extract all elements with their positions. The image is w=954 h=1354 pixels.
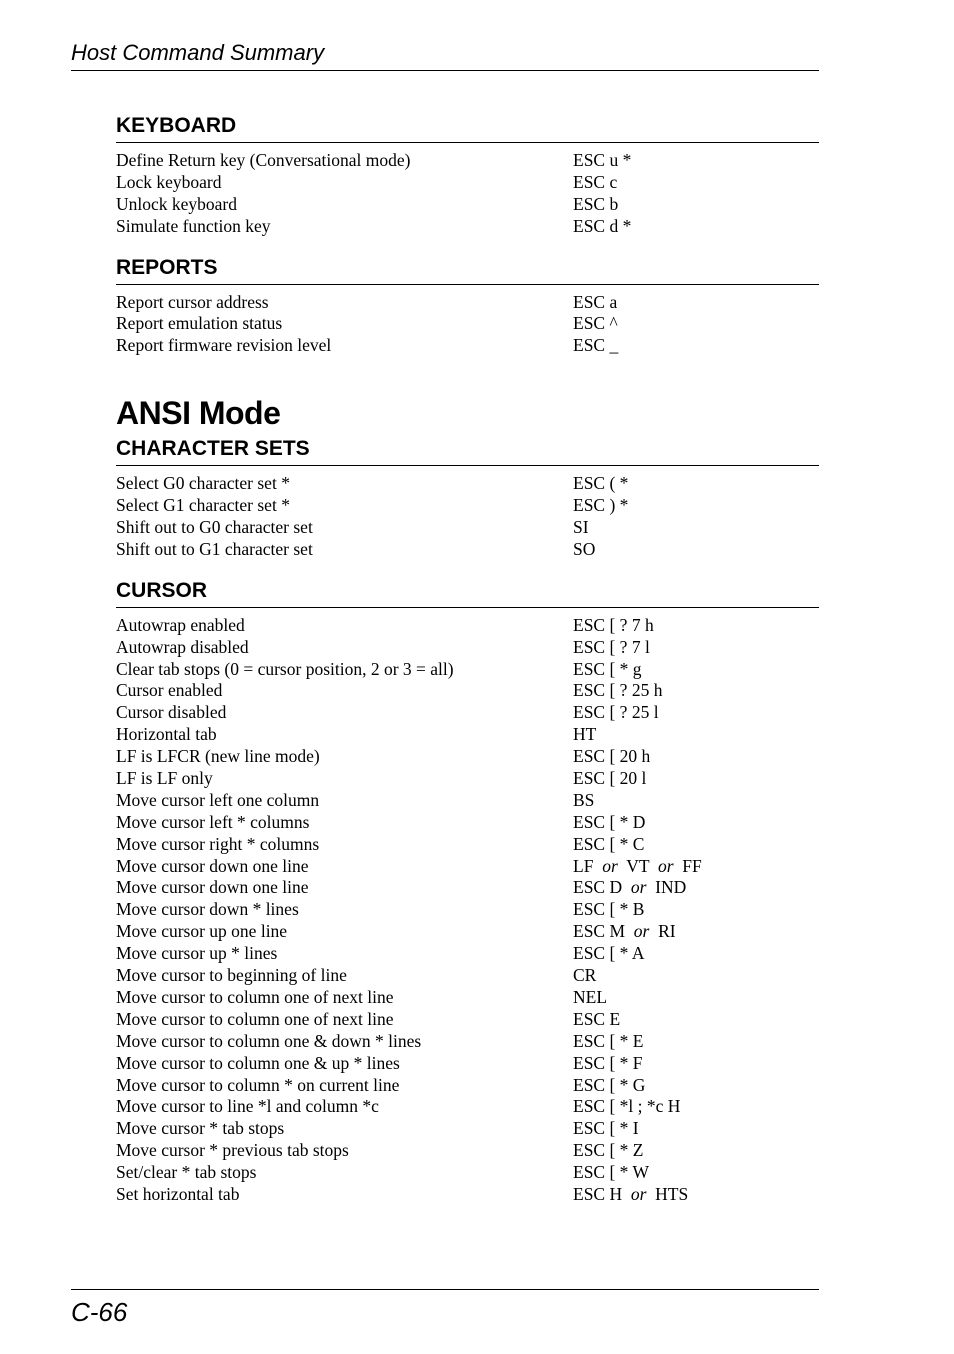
section-title: REPORTS [116, 250, 819, 285]
command-description: Move cursor left one column [116, 789, 320, 810]
command-row [116, 812, 819, 834]
command-code: IND [655, 877, 687, 898]
command-code: NEL [573, 986, 608, 1007]
command-code: ESC E [573, 1008, 621, 1029]
section-reports [116, 250, 819, 370]
command-row [116, 987, 819, 1009]
command-code: ESC u * [573, 150, 632, 170]
command-description: Horizontal tab [116, 724, 217, 745]
command-code: ESC H [573, 1183, 623, 1204]
command-code: ESC [ ? 25 h [573, 680, 663, 701]
command-code: ESC d * [573, 215, 632, 236]
command-row [116, 965, 819, 987]
command-code: BS [573, 789, 595, 810]
command-row [116, 943, 819, 965]
command-sequence [573, 292, 617, 314]
command-code: LF [573, 855, 594, 876]
command-row [116, 495, 819, 517]
command-sequence [573, 680, 662, 702]
running-head: Host Command Summary [71, 40, 325, 65]
command-sequence [573, 473, 628, 495]
command-code: ESC [ * G [573, 1074, 646, 1095]
command-code: ESC [ * B [573, 899, 645, 920]
command-description: Move cursor down one line [116, 877, 309, 898]
command-row [116, 615, 819, 637]
command-description: Move cursor to column one of next line [116, 986, 394, 1007]
command-sequence [573, 1096, 680, 1118]
command-description: LF is LF only [116, 768, 213, 789]
command-sequence [573, 943, 644, 965]
command-code: ESC _ [573, 335, 619, 356]
command-row [116, 216, 819, 238]
command-row [116, 921, 819, 943]
command-code: SO [573, 538, 596, 559]
command-row [116, 1031, 819, 1053]
command-row [116, 768, 819, 790]
command-description: Report firmware revision level [116, 335, 332, 356]
command-row [116, 1009, 819, 1031]
command-description: Report emulation status [116, 313, 283, 334]
command-description: Define Return key (Conversational mode) [116, 150, 411, 170]
command-row [116, 172, 819, 194]
command-sequence [573, 746, 650, 768]
mode-heading: ANSI Mode [116, 395, 281, 432]
command-description: Move cursor right * columns [116, 833, 320, 854]
command-sequence [573, 194, 618, 216]
command-sequence [573, 1162, 649, 1184]
command-code: ESC [ * I [573, 1118, 639, 1139]
command-code: HTS [655, 1183, 689, 1204]
section-keyboard [116, 108, 819, 250]
command-code: ESC [ * E [573, 1030, 644, 1051]
command-row [116, 680, 819, 702]
command-description: Shift out to G0 character set [116, 517, 313, 538]
or-separator: or [602, 855, 618, 876]
command-sequence [573, 965, 596, 987]
command-row [116, 1075, 819, 1097]
header-rule [71, 70, 819, 71]
command-description: Move cursor to column one & up * lines [116, 1052, 400, 1073]
command-description: Select G1 character set * [116, 495, 290, 516]
command-row [116, 194, 819, 216]
command-code: ESC ) * [573, 495, 629, 516]
command-row [116, 1118, 819, 1140]
command-code: ESC M [573, 921, 626, 942]
command-list [116, 143, 819, 250]
command-row [116, 1184, 819, 1206]
command-code: HT [573, 724, 597, 745]
command-code: ESC [ * F [573, 1052, 643, 1073]
command-description: Simulate function key [116, 215, 271, 236]
command-row [116, 1053, 819, 1075]
command-row [116, 1096, 819, 1118]
command-sequence [573, 899, 644, 921]
command-description: Move cursor to line *l and column *c [116, 1096, 379, 1117]
command-description: Autowrap enabled [116, 614, 245, 635]
command-list [116, 608, 819, 1218]
command-code: ESC [ * g [573, 658, 642, 679]
command-row [116, 746, 819, 768]
command-sequence [573, 1140, 644, 1162]
command-description: Move cursor left * columns [116, 811, 310, 832]
command-code: ESC c [573, 171, 618, 192]
command-sequence [573, 150, 631, 172]
command-list [116, 466, 819, 573]
command-row [116, 724, 819, 746]
command-code: ESC a [573, 291, 618, 312]
command-code: CR [573, 965, 597, 986]
command-sequence [573, 812, 645, 834]
command-sequence [573, 615, 654, 637]
command-sequence [573, 517, 589, 539]
or-separator: or [630, 877, 647, 898]
command-sequence [573, 659, 642, 681]
command-sequence [573, 790, 594, 812]
command-code: SI [573, 517, 589, 538]
footer-rule [71, 1289, 819, 1290]
section-title: KEYBOARD [116, 108, 819, 143]
command-description: Move cursor down one line [116, 855, 309, 876]
command-sequence [573, 987, 607, 1009]
command-row [116, 539, 819, 561]
command-sequence [573, 1031, 644, 1053]
command-row [116, 517, 819, 539]
host-command-sections [116, 108, 819, 369]
command-description: Autowrap disabled [116, 636, 249, 657]
command-description: Select G0 character set * [116, 473, 290, 494]
command-row [116, 150, 819, 172]
command-description: Move cursor to beginning of line [116, 965, 347, 986]
command-sequence [573, 877, 686, 899]
command-sequence [573, 768, 646, 790]
command-row [116, 834, 819, 856]
command-row [116, 856, 819, 878]
section-character-sets [116, 431, 819, 573]
section-cursor [116, 573, 819, 1218]
command-code: ESC [ 20 h [573, 746, 651, 767]
or-separator: or [630, 1183, 647, 1204]
command-row [116, 313, 819, 335]
command-description: Move cursor up * lines [116, 943, 278, 964]
command-code: VT [626, 855, 650, 876]
page-content [116, 108, 819, 1218]
command-sequence [573, 313, 618, 335]
command-code: ESC ( * [573, 473, 629, 494]
command-description: Cursor disabled [116, 702, 227, 723]
command-code: ESC [ * A [573, 943, 645, 964]
command-description: Move cursor * previous tab stops [116, 1140, 349, 1161]
command-description: Move cursor to column * on current line [116, 1074, 400, 1095]
command-description: Clear tab stops (0 = cursor position, 2 or 3 = all) [116, 658, 454, 679]
command-description: LF is LFCR (new line mode) [116, 746, 320, 767]
command-description: Move cursor down * lines [116, 899, 299, 920]
command-sequence [573, 921, 676, 943]
command-sequence [573, 495, 628, 517]
or-separator: or [657, 855, 674, 876]
command-description: Unlock keyboard [116, 193, 238, 214]
command-sequence [573, 637, 650, 659]
command-code: ESC [ ? 7 h [573, 614, 654, 635]
command-row [116, 1162, 819, 1184]
command-code: ESC [ ? 25 l [573, 702, 659, 723]
command-code: FF [682, 855, 702, 876]
command-row [116, 877, 819, 899]
command-row [116, 899, 819, 921]
command-sequence [573, 834, 644, 856]
command-code: RI [658, 921, 676, 942]
command-row [116, 702, 819, 724]
command-sequence [573, 1009, 620, 1031]
command-code: ESC [ * Z [573, 1140, 644, 1161]
command-description: Report cursor address [116, 291, 269, 312]
command-sequence [573, 1053, 643, 1075]
command-code: ESC [ * D [573, 811, 646, 832]
command-code: ESC [ * W [573, 1162, 649, 1183]
command-row [116, 335, 819, 357]
or-separator: or [633, 921, 650, 942]
command-sequence [573, 172, 617, 194]
command-code: ESC ^ [573, 313, 618, 334]
command-code: ESC [ * C [573, 833, 645, 854]
command-description: Move cursor up one line [116, 921, 288, 942]
command-sequence [573, 216, 631, 238]
command-row [116, 473, 819, 495]
command-sequence [573, 539, 595, 561]
command-description: Lock keyboard [116, 171, 222, 192]
command-sequence [573, 1184, 688, 1206]
command-description: Set horizontal tab [116, 1183, 240, 1204]
command-sequence [573, 1118, 639, 1140]
command-row [116, 790, 819, 812]
page-number: C-66 [71, 1297, 128, 1327]
command-code: ESC [ 20 l [573, 768, 647, 789]
command-description: Move cursor * tab stops [116, 1118, 285, 1139]
command-row [116, 659, 819, 681]
ansi-command-sections [116, 431, 819, 1218]
command-row [116, 292, 819, 314]
section-title: CHARACTER SETS [116, 431, 819, 466]
section-title: CURSOR [116, 573, 819, 608]
command-sequence [573, 856, 702, 878]
command-code: ESC b [573, 193, 619, 214]
command-description: Shift out to G1 character set [116, 538, 313, 559]
command-sequence [573, 1075, 645, 1097]
command-code: ESC [ ? 7 l [573, 636, 650, 657]
command-description: Cursor enabled [116, 680, 223, 701]
command-sequence [573, 724, 596, 746]
command-description: Move cursor to column one & down * lines [116, 1030, 422, 1051]
command-sequence [573, 702, 659, 724]
command-sequence [573, 335, 618, 357]
command-code: ESC D [573, 877, 623, 898]
command-list [116, 285, 819, 370]
command-code: ESC [ *l ; *c H [573, 1096, 681, 1117]
command-description: Move cursor to column one of next line [116, 1008, 394, 1029]
command-row [116, 637, 819, 659]
command-description: Set/clear * tab stops [116, 1162, 257, 1183]
command-row [116, 1140, 819, 1162]
